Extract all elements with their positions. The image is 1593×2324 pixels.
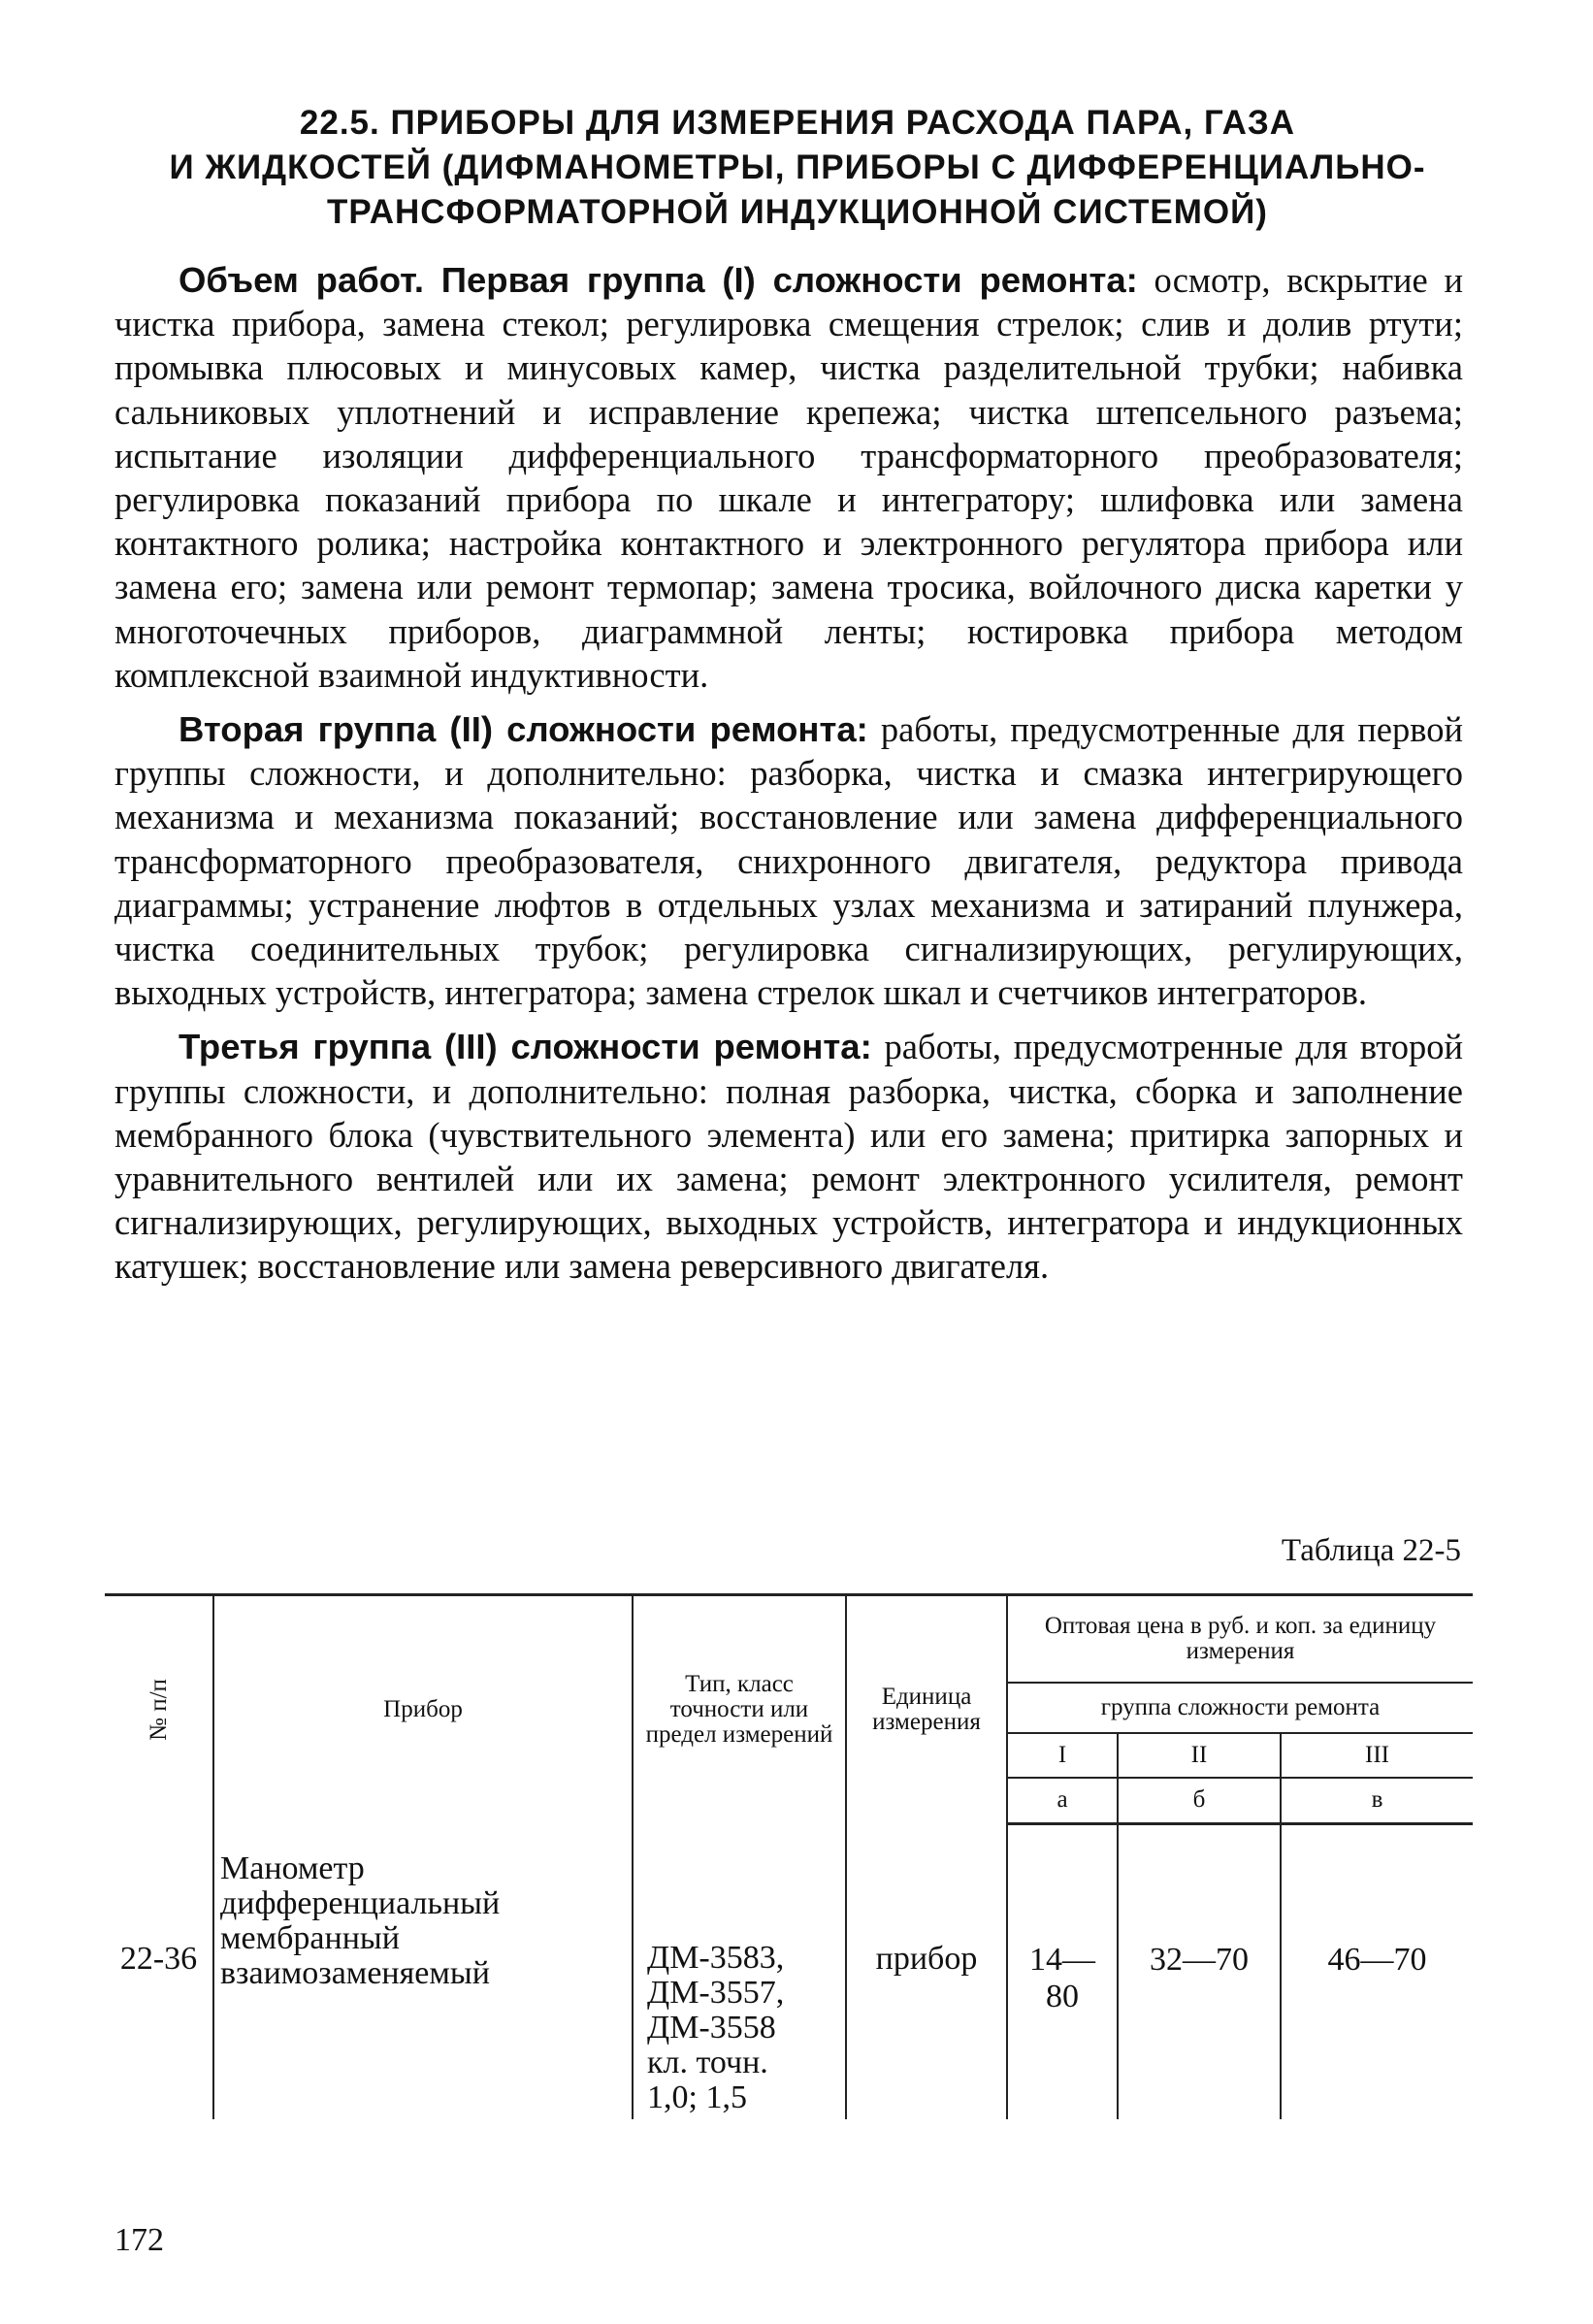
heading-line-2: И ЖИДКОСТЕЙ (ДИФМАНОМЕТРЫ, ПРИБОРЫ С ДИФФЕРЕНЦИАЛЬНО- bbox=[169, 148, 1426, 186]
header-letter-v: в bbox=[1281, 1778, 1473, 1824]
row-device: Манометр дифференциальный мембранный взаимозаменяемый bbox=[213, 1824, 633, 2119]
row-num: 22-36 bbox=[105, 1824, 213, 2119]
paragraph-text: осмотр, вскрытие и чистка прибора, замена стекол; регулировка смещения стрелок; слив и долив ртути; промывка плюсовых и минусовых камер, чистка разделительной трубки; набивка сальниковых уплотнений и исправление крепежа; чистка штепсельного разъема; испытание изоляции дифференциального трансформаторного преобразователя; регулировка показаний прибора по шкале и интегратору; шлифовка или замена контактного ролика; настройка контактного и электронного регулятора прибора или замена его; замена или ремонт термопар; замена тросика, войлочного диска каретки у многоточечных приборов, диаграммной ленты; юстировка прибора методом комплексной взаимной индуктивности. bbox=[114, 260, 1463, 695]
header-num bbox=[105, 1595, 213, 1824]
header-type: Тип, класс точности или предел измерений bbox=[633, 1595, 846, 1824]
header-letter-b: б bbox=[1118, 1778, 1281, 1824]
row-type-line: 1,0; 1,5 bbox=[647, 2079, 747, 2115]
row-price-3: 46—70 bbox=[1281, 1824, 1473, 2119]
row-price-2: 32—70 bbox=[1118, 1824, 1281, 2119]
row-type-line: кл. точн. bbox=[647, 2044, 768, 2080]
price-table bbox=[105, 1593, 1473, 2156]
row-price-1: 14—80 bbox=[1007, 1824, 1118, 2119]
row-type-line: ДМ-3557, bbox=[647, 1974, 785, 2011]
paragraph-group-2 bbox=[114, 707, 1463, 1014]
section-heading bbox=[114, 101, 1480, 235]
paragraph-lead: Объем работ. Первая группа (I) сложности ремонта: bbox=[179, 260, 1138, 300]
row-unit: прибор bbox=[846, 1824, 1007, 2119]
header-group-1: I bbox=[1007, 1733, 1118, 1778]
row-type-line: ДМ-3583, bbox=[647, 1939, 785, 1976]
header-unit: Единица измерения bbox=[846, 1595, 1007, 1824]
header-group: группа сложности ремонта bbox=[1007, 1683, 1473, 1733]
paragraph-text: работы, предусмотренные для второй группы сложности, и дополнительно: полная разборка, чистка, сборка и заполнение мембранного блока (чувствительного элемента) или его замена; притирка запорных и уравнительного вентилей или их замена; ремонт электронного усилителя, ремонт сигнализирующих, регулирующих, выходных устройств, интегратора и индукционных катушек; восстановление или замена реверсивного двигателя. bbox=[114, 1027, 1463, 1287]
header-group-2: II bbox=[1118, 1733, 1281, 1778]
header-num-label: № п/п bbox=[145, 1679, 172, 1742]
row-type-line: ДМ-3558 bbox=[647, 2009, 776, 2046]
heading-line-1: 22.5. ПРИБОРЫ ДЛЯ ИЗМЕРЕНИЯ РАСХОДА ПАРА, ГАЗА bbox=[299, 104, 1296, 142]
header-group-3: III bbox=[1281, 1733, 1473, 1778]
row-type bbox=[633, 1824, 846, 2119]
header-price: Оптовая цена в руб. и коп. за единицу измерения bbox=[1007, 1595, 1473, 1683]
paragraph-lead: Вторая группа (II) сложности ремонта: bbox=[179, 709, 868, 750]
header-device: Прибор bbox=[213, 1595, 633, 1824]
body-text bbox=[114, 258, 1463, 1299]
paragraph-lead: Третья группа (III) сложности ремонта: bbox=[179, 1027, 872, 1067]
table-caption: Таблица 22-5 bbox=[1281, 1533, 1461, 1568]
header-letter-a: а bbox=[1007, 1778, 1118, 1824]
heading-line-3: ТРАНСФОРМАТОРНОЙ ИНДУКЦИОННОЙ СИСТЕМОЙ) bbox=[327, 193, 1268, 231]
paragraph-text: работы, предусмотренные для первой группы сложности, и дополнительно: разборка, чистка и смазка интегрирующего механизма и механизма показаний; восстановление или замена дифференциального трансформаторного преобразователя, снихронного двигателя, редуктора привода диаграммы; устранение люфтов в отдельных узлах механизма и затираний плунжера, чистка соединительных трубок; регулировка сигнализирующих, регулирующих, выходных устройств, интегратора; замена стрелок шкал и счетчиков интеграторов. bbox=[114, 709, 1463, 1013]
paragraph-group-3 bbox=[114, 1025, 1463, 1288]
page-number: 172 bbox=[114, 2222, 164, 2258]
paragraph-group-1 bbox=[114, 258, 1463, 697]
table-row bbox=[105, 1824, 1473, 2119]
